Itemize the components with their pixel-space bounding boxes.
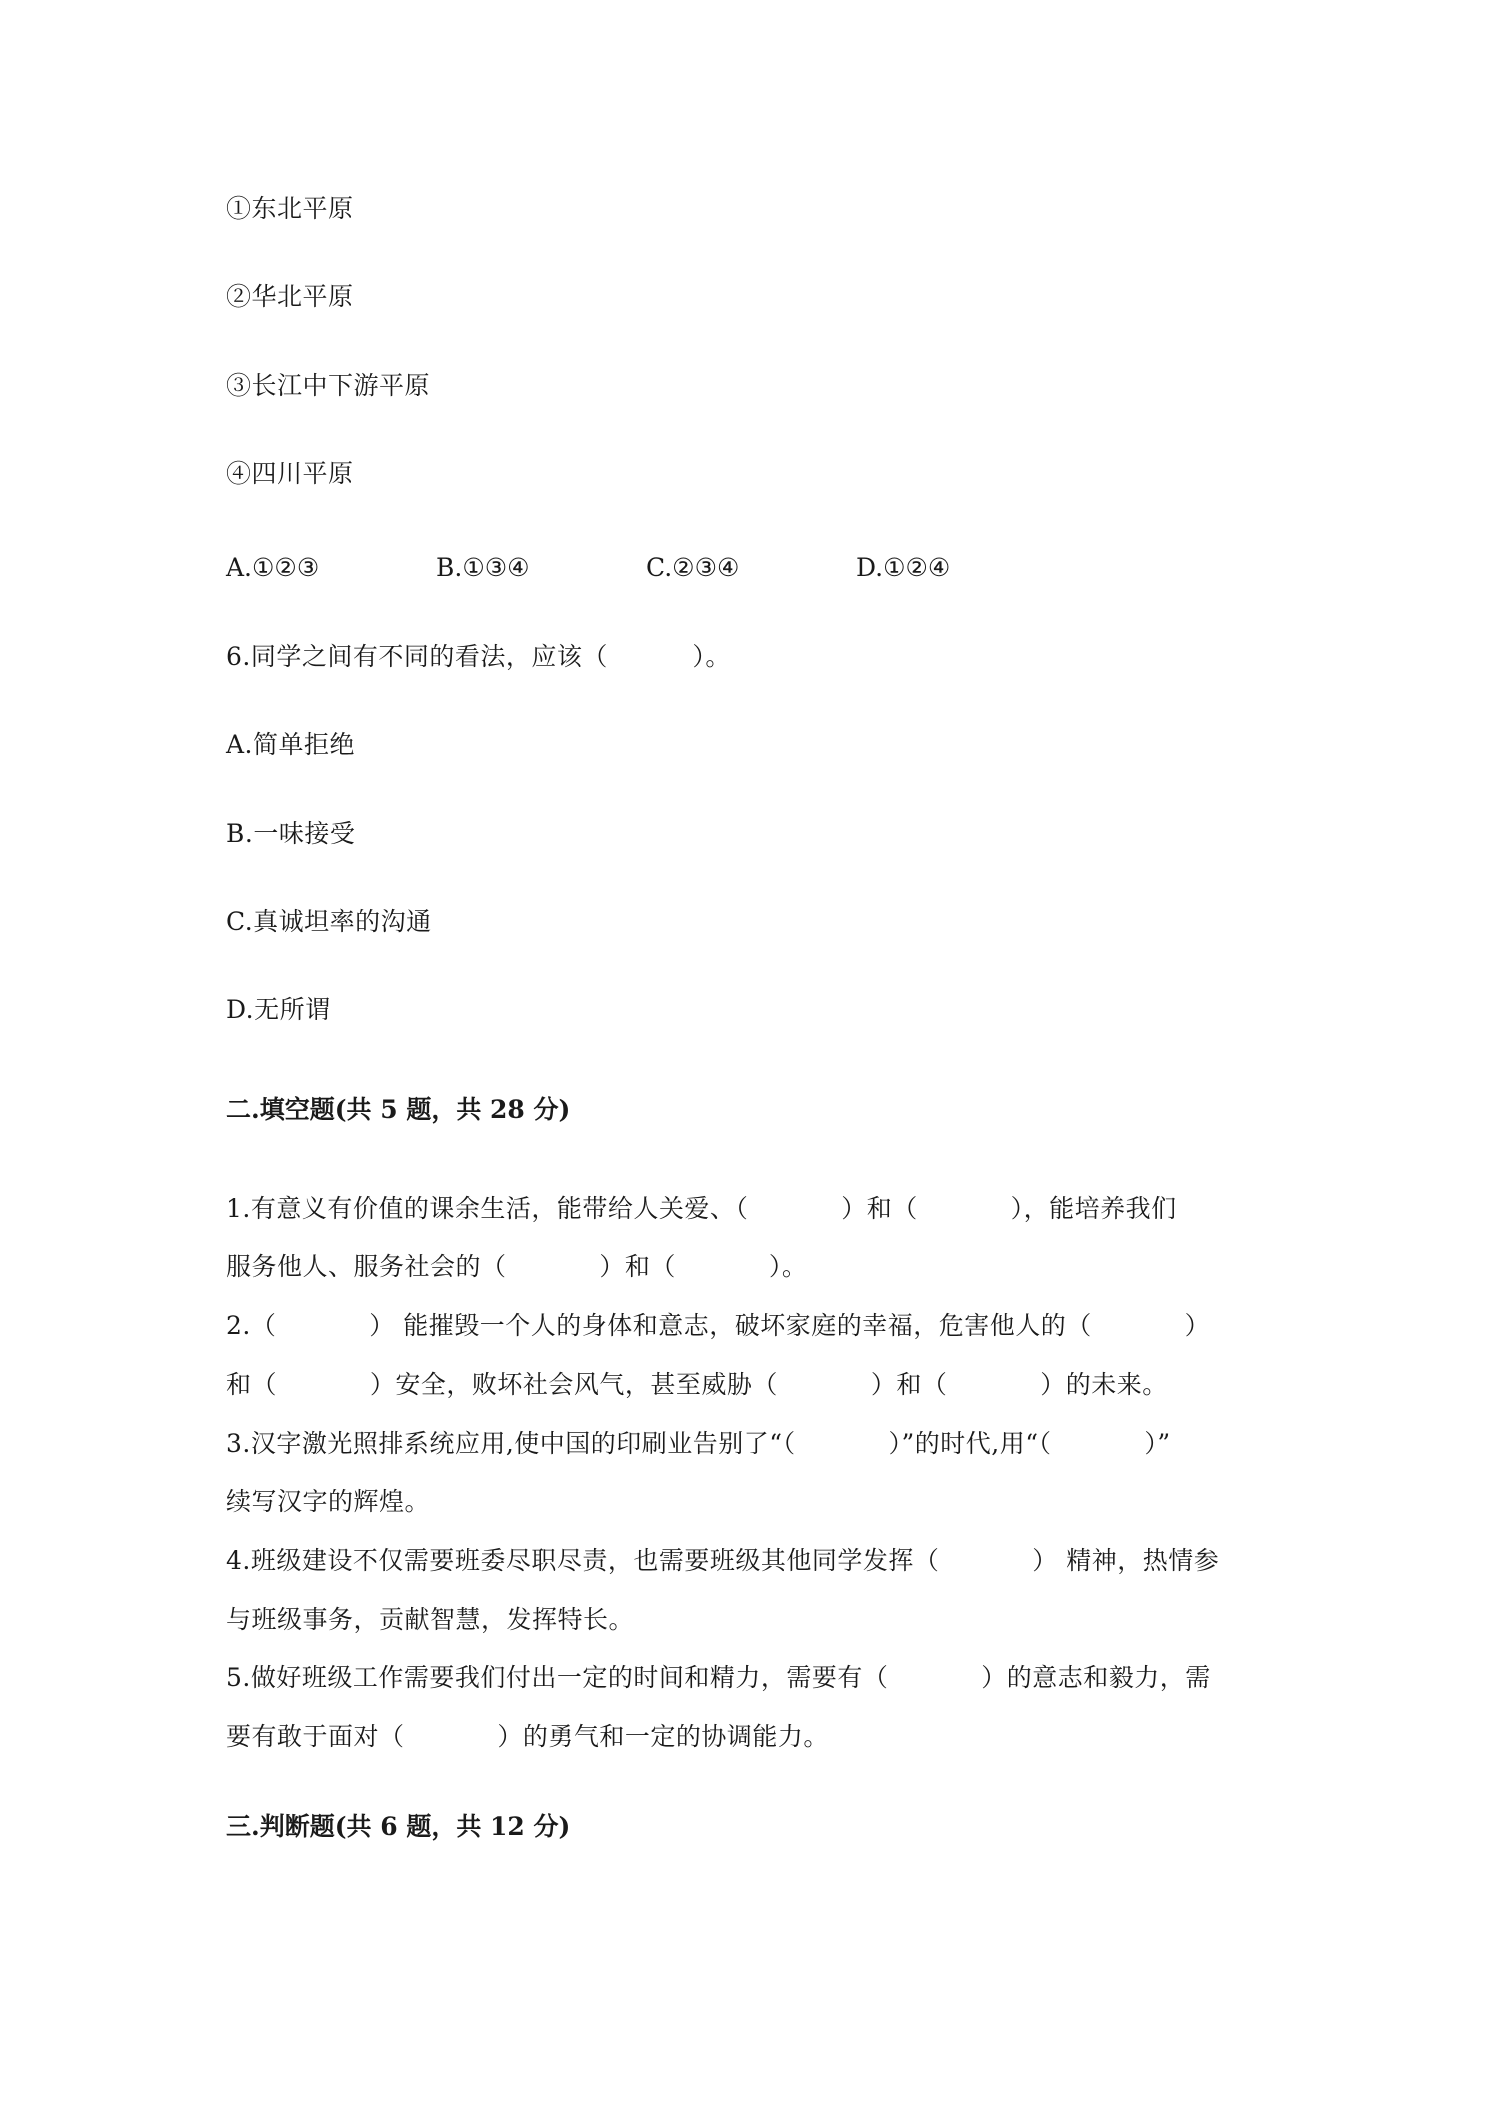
q5-item-3: ③长江中下游平原	[226, 371, 431, 400]
fill-q5-line2: 要有敢于面对（ ）的勇气和一定的协调能力。	[226, 1722, 829, 1751]
fill-q4-line1: 4.班级建设不仅需要班委尽职尽责，也需要班级其他同学发挥（ ） 精神，热情参	[226, 1546, 1220, 1575]
q5-item-1: ①东北平原	[226, 194, 354, 223]
q5-option-d: D.①②④	[856, 553, 951, 582]
section2-heading: 二.填空题(共 5 题，共 28 分)	[226, 1095, 571, 1124]
fill-q3-line1: 3.汉字激光照排系统应用,使中国的印刷业告别了“（ ）”的时代,用“（ ）”	[226, 1429, 1171, 1458]
q5-option-a: A.①②③	[226, 553, 320, 582]
q6-stem: 6.同学之间有不同的看法，应该（ ）。	[226, 642, 731, 671]
q6-option-d: D.无所谓	[226, 995, 331, 1024]
fill-q4-line2: 与班级事务，贡献智慧，发挥特长。	[226, 1605, 635, 1634]
q6-option-b: B.一味接受	[226, 819, 356, 848]
q6-option-a: A.简单拒绝	[226, 730, 356, 759]
q5-item-4: ④四川平原	[226, 459, 354, 488]
fill-q3-line2: 续写汉字的辉煌。	[226, 1487, 431, 1516]
fill-q1-line1: 1.有意义有价值的课余生活，能带给人关爱、（ ）和（ ），能培养我们	[226, 1194, 1177, 1223]
q5-option-c: C.②③④	[646, 553, 740, 582]
fill-q2-line1: 2.（ ） 能摧毁一个人的身体和意志，破坏家庭的幸福，危害他人的（ ）	[226, 1311, 1211, 1340]
fill-q5-line1: 5.做好班级工作需要我们付出一定的时间和精力，需要有（ ）的意志和毅力，需	[226, 1663, 1211, 1692]
section3-heading: 三.判断题(共 6 题，共 12 分)	[226, 1812, 571, 1841]
q5-item-2: ②华北平原	[226, 282, 354, 311]
q6-option-c: C.真诚坦率的沟通	[226, 907, 432, 936]
fill-q1-line2: 服务他人、服务社会的（ ）和（ ）。	[226, 1252, 808, 1281]
fill-q2-line2: 和（ ）安全，败坏社会风气，甚至威胁（ ）和（ ）的未来。	[226, 1370, 1168, 1399]
q5-option-b: B.①③④	[436, 553, 530, 582]
q5-options	[226, 551, 1286, 585]
